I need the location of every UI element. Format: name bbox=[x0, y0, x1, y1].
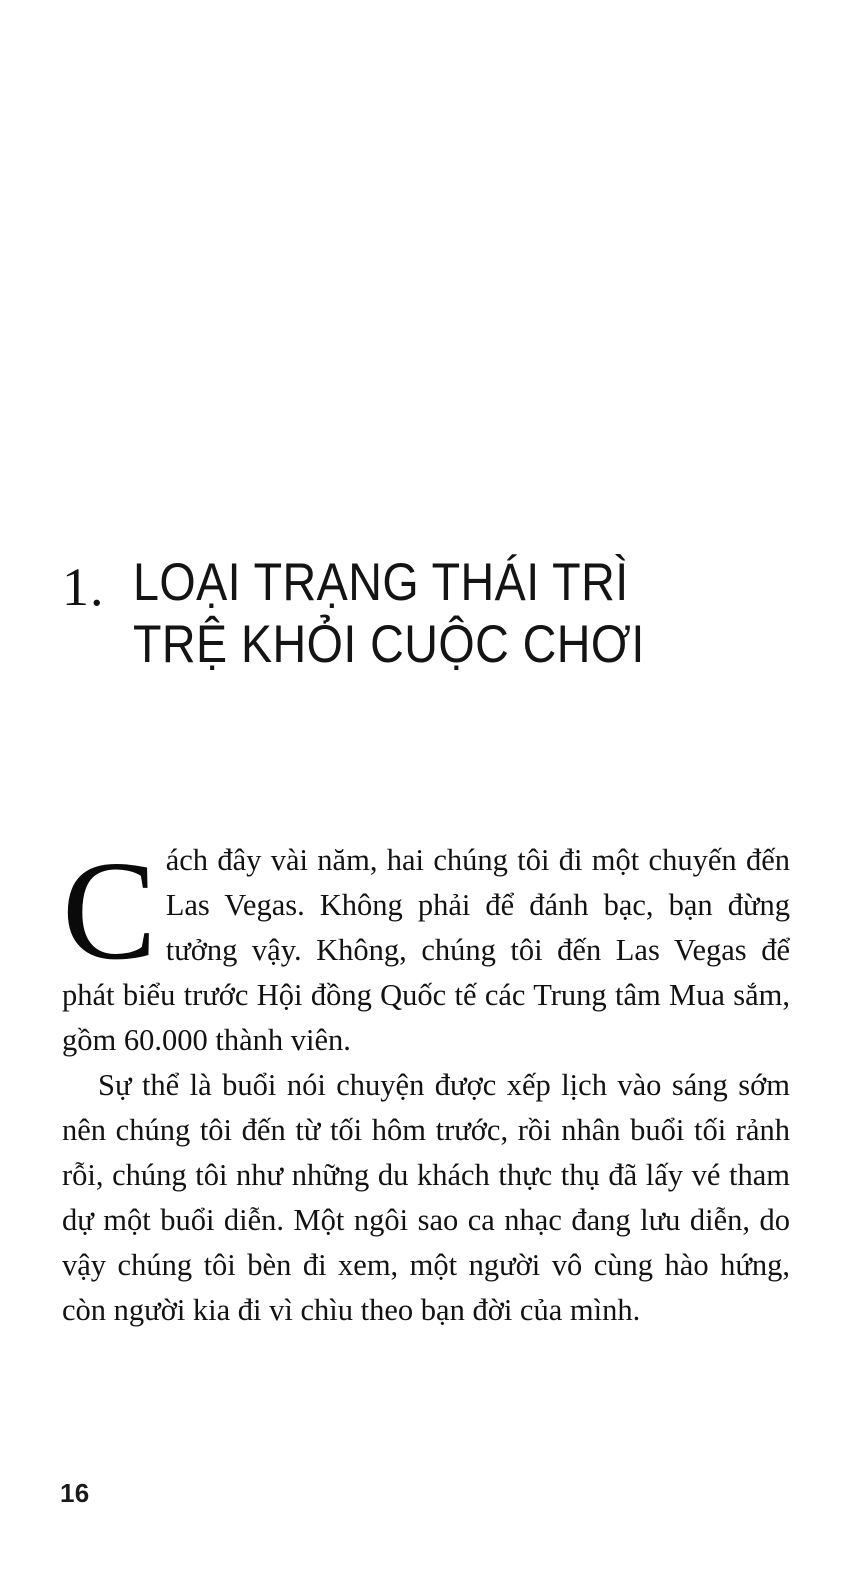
page-number: 16 bbox=[60, 1478, 90, 1508]
paragraph: Cách đây vài năm, hai chúng tôi đi một chuyến đến Las Vegas. Không phải để đánh bạc, bạn đừng tưởng vậy. Không, chúng tôi đến Las Vegas để phát biểu trước Hội đồng Quốc tế các Trung tâm Mua sắm, gồm 60.000 thành viên. bbox=[62, 831, 790, 1057]
page-title bbox=[133, 552, 713, 676]
chapter-title-line-2: TRỆ KHỎI CUỘC CHƠI bbox=[132, 615, 645, 674]
chapter-heading bbox=[62, 552, 792, 676]
paragraph: Sự thể là buổi nói chuyện được xếp lịch vào sáng sớm nên chúng tôi đến từ tối hôm trước, rồi nhân buổi tối rảnh rỗi, chúng tôi như những du khách thực thụ đã lấy vé tham dự một buổi diễn. Một ngôi sao ca nhạc đang lưu diễn, do vậy chúng tôi bèn đi xem, một người vô cùng hào hứng, còn người kia đi vì chìu theo bạn đời của mình. bbox=[62, 1068, 790, 1327]
body-text bbox=[62, 831, 790, 1333]
chapter-title-line-1: LOẠI TRẠNG THÁI TRÌ bbox=[132, 553, 629, 612]
chapter-number: 1. bbox=[62, 557, 105, 617]
